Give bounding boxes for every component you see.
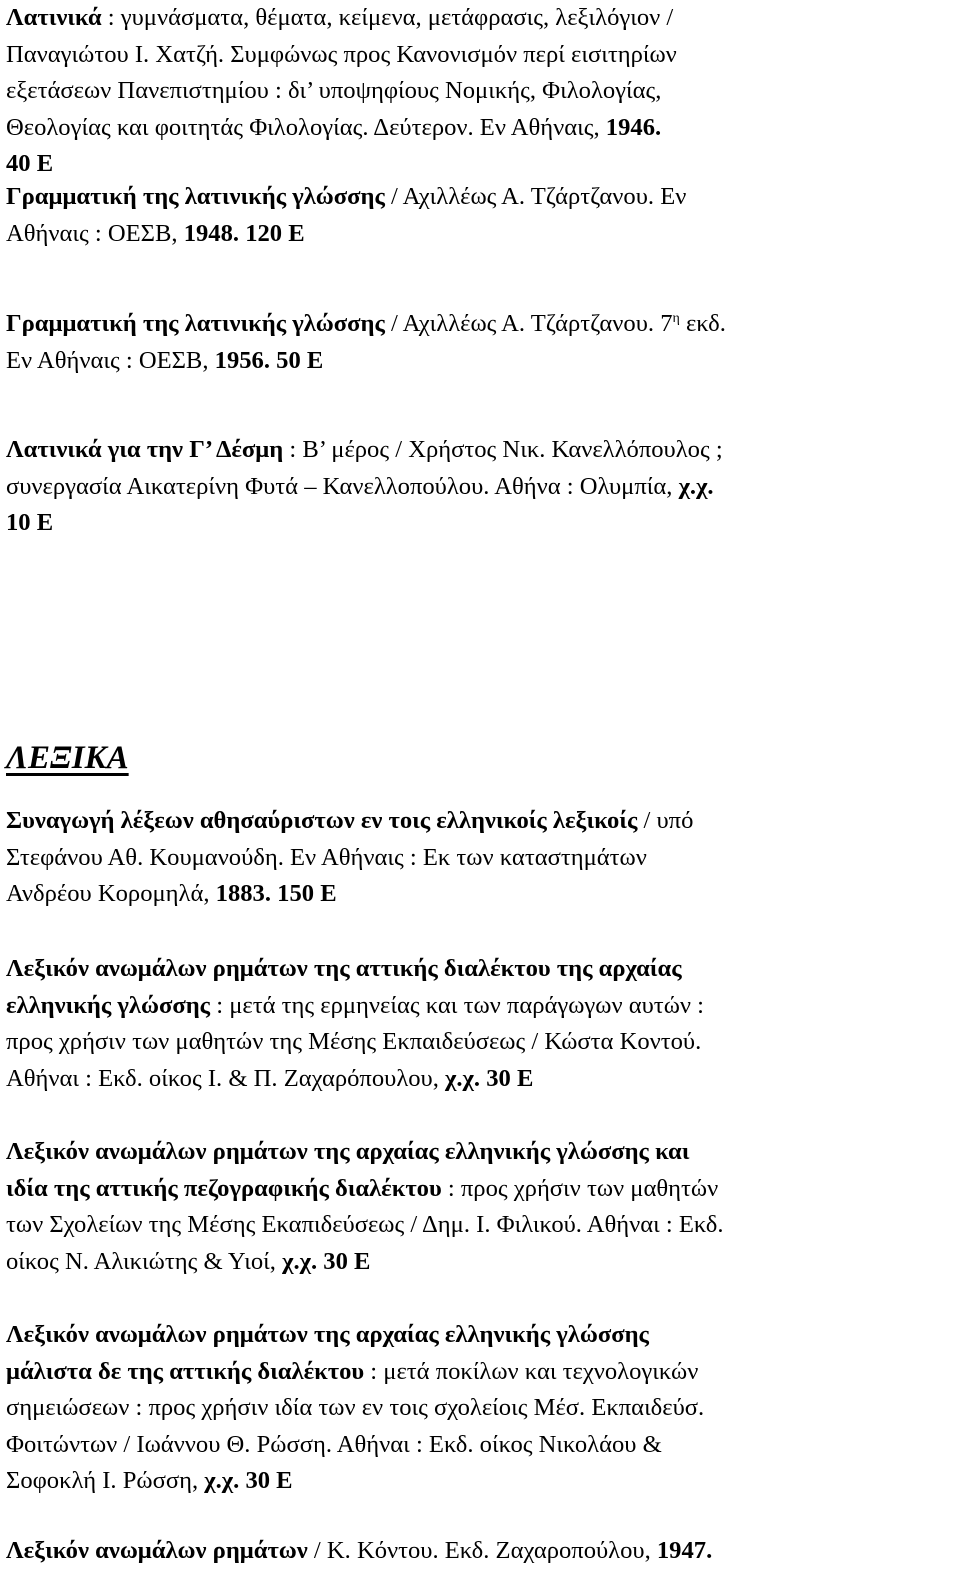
bold-text-run: Λατινικά για την Γ’ Δέσμη [6,436,284,463]
text-run: Φοιτώντων / Ιωάννου Θ. Ρώσση. Αθήναι : Εκδ. οίκος Νικολάου & [6,1430,662,1458]
bold-text-run: Γραμματική της λατινικής γλώσσης [6,183,385,210]
bold-text-run: 10 Ε [6,509,54,537]
bold-text-run: 30 Ε [323,1247,371,1275]
entry-lexikon-filikou [6,1134,954,1280]
text-run: Παναγιώτου Ι. Χατζή. Συμφώνως προς Κανονισμόν περί εισιτηρίων [6,40,677,68]
bold-text-run: 120 Ε [245,219,305,247]
entry-line [6,505,954,542]
text-run: Σοφοκλή Ι. Ρώσση, [6,1467,205,1495]
text-run: : προς χρήσιν των μαθητών [441,1174,719,1202]
text-run: / Αχιλλέως Α. Τζάρτζανου. Εν [384,183,687,210]
bold-text-run: 50 Ε [276,346,324,374]
bold-text-run: ελληνικής γλώσσης [6,991,211,1019]
text-run: : μετά της ερμηνείας και των παράγωγων αυτών : [210,991,704,1019]
entry-line [6,1134,954,1171]
bold-text-run: ιδία της αττικής πεζογραφικής διαλέκτου [6,1174,442,1202]
entry-line [6,1463,954,1500]
entry-line [6,179,954,216]
entry-line [6,1244,954,1281]
entry-line [6,1390,954,1427]
entry-line [6,343,954,380]
entry-line [6,1061,954,1098]
entry-latin-c-desmi [6,432,954,542]
bold-text-run: μάλιστα δε της αττικής διαλέκτου [6,1357,365,1385]
entry-line [6,840,954,877]
bold-text-run: χ.χ. [204,1467,240,1495]
superscript-run: η [672,310,680,326]
entry-latin-grammar-1948 [6,179,954,252]
entry-line [6,951,954,988]
bold-text-run: Λατινικά [6,4,102,31]
bold-text-run: 1947. [656,1537,713,1564]
text-run: εξετάσεων Πανεπιστημίου : δι’ υποψηφίους Νομικής, Φιλολογίας, [6,77,662,105]
entry-line [6,146,954,183]
entry-latin-exercises-hatzis [6,0,954,183]
entry-line [6,1024,954,1061]
entry-line [6,1533,954,1570]
entry-lexikon-kontou-1947 [6,1533,954,1570]
bold-text-run: Λεξικόν ανωμάλων ρημάτων της αττικής διαλέκτου της αρχαίας [6,955,682,982]
text-run: οίκος Ν. Αλικιώτης & Υιοί, [6,1247,283,1275]
bold-text-run: χ.χ. [445,1064,481,1092]
text-run: Θεολογίας και φοιτητάς Φιλολογίας. Δεύτερον. Εν Αθήναις, [6,113,606,141]
bold-text-run: Γραμματική της λατινικής γλώσσης [6,310,385,337]
section-heading-lexika: ΛΕΞΙΚΑ [6,740,129,776]
bold-text-run: Λεξικόν ανωμάλων ρημάτων της αρχαίας ελληνικής γλώσσης [6,1321,649,1348]
bold-text-run: 150 Ε [277,880,337,908]
bold-text-run: 1956. [214,346,270,374]
text-run: Στεφάνου Αθ. Κουμανούδη. Εν Αθήναις : Εκ των καταστημάτων [6,843,647,871]
text-run: των Σχολείων της Μέσης Εκαπιδεύσεως / Δημ. Ι. Φιλικού. Αθήναι : Εκδ. [6,1211,724,1239]
entry-line [6,306,954,343]
entry-synagogi-lexeon [6,803,954,913]
entry-line [6,1427,954,1464]
bold-text-run: 1948. [183,219,240,247]
text-run: Ανδρέου Κορομηλά, [6,880,216,908]
entry-line [6,0,954,37]
text-run: / υπό [637,807,694,834]
text-run: συνεργασία Αικατερίνη Φυτά – Κανελλοπούλου. Αθήνα : Ολυμπία, [6,472,679,500]
entry-latin-grammar-1956 [6,306,954,379]
bold-text-run: 40 Ε [6,150,54,178]
text-run: : Β’ μέρος / Χρήστος Νικ. Κανελλόπουλος ; [283,436,723,463]
entry-line [6,1317,954,1354]
entry-line [6,469,954,506]
entry-line [6,37,954,74]
text-run: : γυμνάσματα, θέματα, κείμενα, μετάφρασις, λεξιλόγιον / [101,4,674,31]
entry-line [6,1207,954,1244]
entry-line [6,988,954,1025]
entry-line [6,216,954,253]
entry-line [6,432,954,469]
entry-line [6,1171,954,1208]
bold-text-run: 30 Ε [245,1467,293,1495]
text-run: : μετά ποκίλων και τεχνολογικών [364,1357,699,1385]
text-run: προς χρήσιν των μαθητών της Μέσης Εκπαιδεύσεως / Κώστα Κοντού. [6,1028,702,1056]
bold-text-run: 1883. [215,880,271,908]
entry-line [6,803,954,840]
entry-line [6,73,954,110]
text-run: / Κ. Κόντου. Εκδ. Ζαχαροπούλου, [307,1537,657,1564]
text-run: Αθήναις : ΟΕΣΒ, [6,219,184,247]
bold-text-run: 30 Ε [486,1064,534,1092]
bold-text-run: χ.χ. [678,472,714,500]
bold-text-run: Λεξικόν ανωμάλων ρημάτων της αρχαίας ελληνικής γλώσσης και [6,1138,690,1165]
entry-lexikon-kontou [6,951,954,1097]
text-run: / Αχιλλέως Α. Τζάρτζανου. 7 [384,310,673,337]
bold-text-run: Συναγωγή λέξεων αθησαύριστων εν τοις ελληνικοίς λεξικοίς [6,807,638,834]
bold-text-run: 1946. [605,113,662,141]
text-run: Αθήναι : Εκδ. οίκος Ι. & Π. Ζαχαρόπουλου, [6,1064,446,1092]
entry-line [6,110,954,147]
entry-line [6,876,954,913]
bold-text-run: χ.χ. [282,1247,318,1275]
entry-line [6,1354,954,1391]
text-run: σημειώσεων : προς χρήσιν ιδία των εν τοις σχολείοις Μέσ. Εκπαιδεύσ. [6,1394,705,1422]
text-run: εκδ. [679,310,726,337]
entry-lexikon-rossi [6,1317,954,1500]
bold-text-run: Λεξικόν ανωμάλων ρημάτων [6,1537,308,1564]
text-run: Εν Αθήναις : ΟΕΣΒ, [6,346,215,374]
